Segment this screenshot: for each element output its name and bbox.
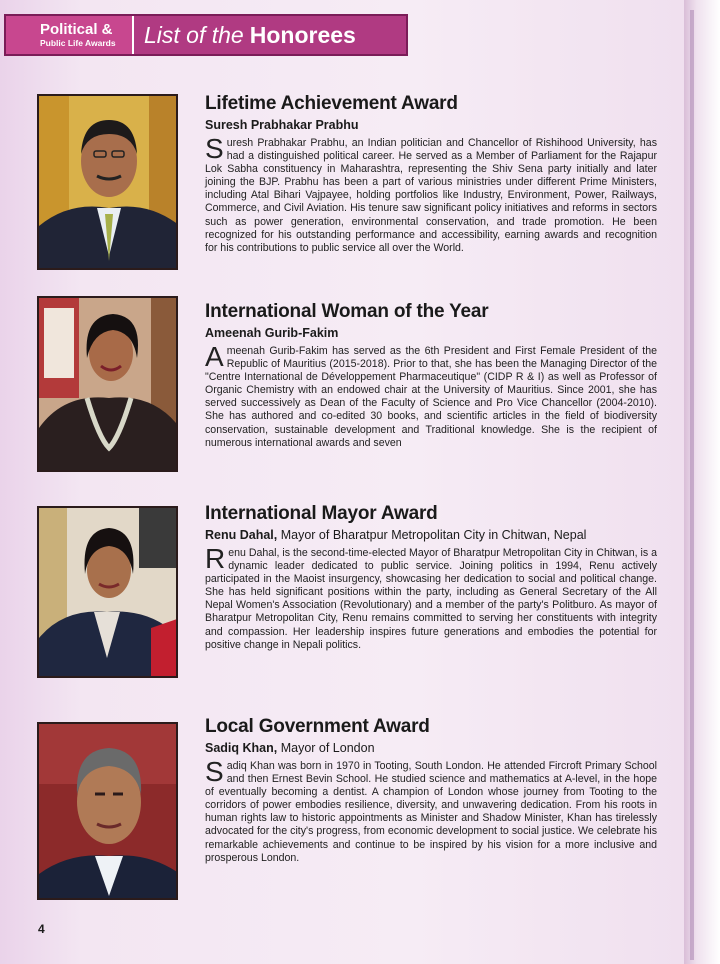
header-title — [134, 16, 406, 54]
portrait-photo — [37, 296, 178, 472]
drop-cap: A — [205, 341, 224, 372]
honoree-bio: Suresh Prabhakar Prabhu, an Indian politician and Chancellor of Rishihood University, has had a distinguished political career. He served as a Member of Parliament for the Rajapur Lok Sabha constituency in Maharashtra, representing the Shiv Sena party initially and later joining the BJP. Prabhu has been a part of various ministries under different Prime Ministers, including Atal Bihari Vajpayee, holding portfolios like Industry, Environment, Power, Railways, Commerce, and Civil Aviation. His tenure saw significant policy initiatives and reforms in sectors such as power generation, environmental conservation, and trade promotion. He been recognized for his outstanding performance and accessibility, earning awards and recognition for his contributions to public service all over the World. — [205, 133, 657, 254]
award-title: International Woman of the Year — [205, 301, 489, 322]
honoree-name: Renu Dahal, Mayor of Bharatpur Metropolitan City in Chitwan, Nepal — [205, 528, 587, 542]
brand-line1: Political & — [40, 20, 113, 38]
honoree-bio: Ameenah Gurib-Fakim has served as the 6th President and First Female President of the Republic of Mauritius (2015-2018). Prior to that, she has been the Managing Director of the "Centre International de Développement Pharmaceutique" (CIDP R & I) as well as Professor of Organic Chemistry with an endowed chair at the University of Mauritius. Since 2001, she has served successively as Dean of the Faculty of Science and Pro Vice Chancellor (2004-2010). She has authored and co-edited 30 books, and scientific articles in the field of biodiversity conservation, sustainable development and Traditional knowledge. She is the recipient of numerous international awards and seven — [205, 341, 657, 449]
honoree-bio: Renu Dahal, is the second-time-elected Mayor of Bharatpur Metropolitan City in Chitwan, is a dynamic leader dedicated to public service. Joining politics in 1994, Renu actively participated in the Maoist insurgency, showcasing her dedication to social and political change. She has held significant positions within the party, including as General Secretary of the All Nepal Women's Association (Revolutionary) and a member of the party's Politburo. As mayor of Bharatpur Metropolitan City, Renu remains committed to serving her constituents with integrity and compassion. Her leadership inspires future generations and embodies the potential for positive change in Nepali politics. — [205, 543, 657, 651]
portrait-photo — [37, 722, 178, 900]
portrait-photo — [37, 506, 178, 678]
honoree-name: Ameenah Gurib-Fakim — [205, 326, 339, 340]
title-highlight: Honorees — [249, 21, 356, 48]
drop-cap: S — [205, 133, 224, 164]
awards-brand — [6, 16, 134, 54]
award-title: Local Government Award — [205, 716, 430, 737]
honoree-bio: Sadiq Khan was born in 1970 in Tooting, South London. He attended Fircroft Primary School and then Ernest Bevin School. He studied science and mathematics at A-level, in the hope of eventually becoming a dentist. A champion of London whose journey from Tooting to the corridors of power embodies resilience, diversity, and unwavering dedication. From his roots in human rights law to historic appointments as Minister and Shadow Minister, Khan has tirelessly advocated for the city's progress, from economic development to social justice. We celebrate his remarkable achievements and continue to be inspired by his vision for a more inclusive and prosperous London. — [205, 756, 657, 864]
honoree-name: Suresh Prabhakar Prabhu — [205, 118, 359, 132]
honoree-entry — [205, 503, 657, 652]
honoree-entry — [205, 716, 657, 865]
drop-cap: R — [205, 543, 226, 574]
award-title: International Mayor Award — [205, 503, 438, 524]
page-binding-edge — [684, 0, 720, 964]
drop-cap: S — [205, 756, 224, 787]
brand-line2: Public Life Awards — [40, 37, 116, 48]
award-title: Lifetime Achievement Award — [205, 93, 458, 114]
portrait-photo — [37, 94, 178, 270]
page-number: 4 — [38, 922, 45, 936]
section-header — [4, 14, 408, 56]
honoree-name: Sadiq Khan, Mayor of London — [205, 741, 375, 755]
honoree-entry — [205, 93, 657, 255]
title-prefix: List of the — [144, 21, 244, 48]
honoree-entry — [205, 301, 657, 450]
